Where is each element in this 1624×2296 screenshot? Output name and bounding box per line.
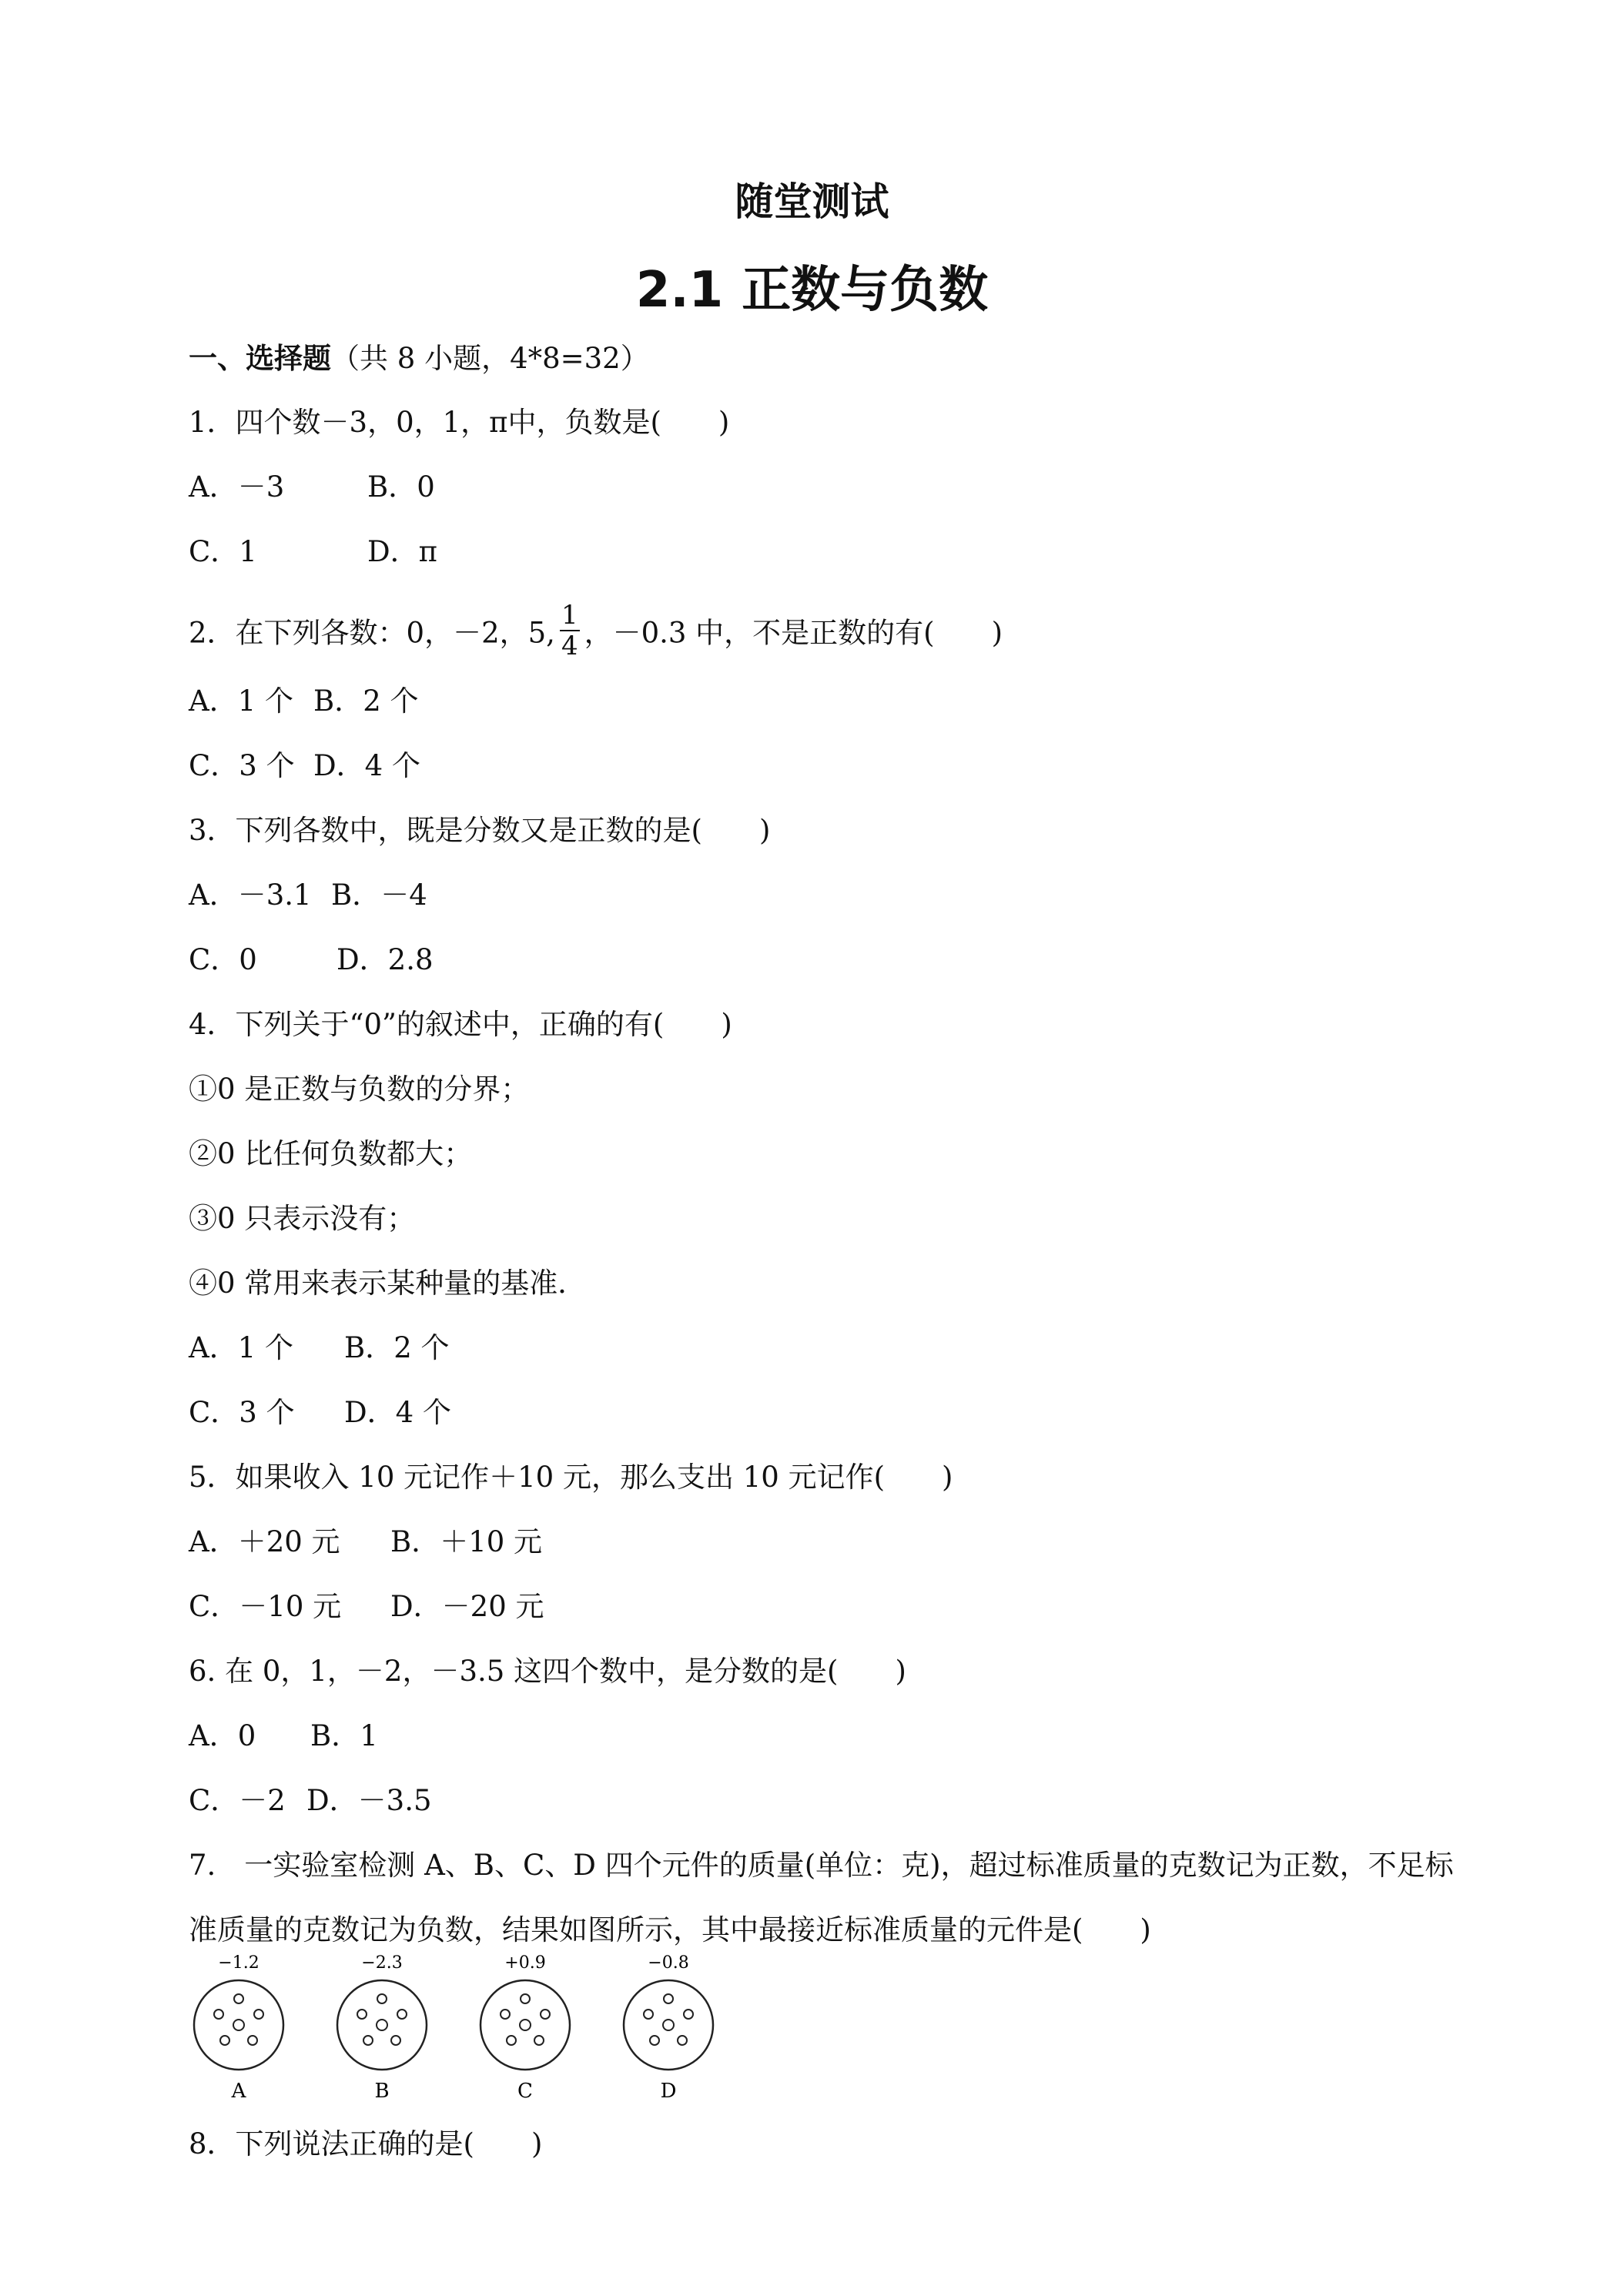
q2-fraction-numerator: 1 xyxy=(561,600,578,631)
q7-stem-line1: 7. 一实验室检测 A、B、C、D 四个元件的质量(单位：克)，超过标准质量的克数记为正数，不足标 xyxy=(189,1849,1454,1882)
component-c-hole xyxy=(534,2036,544,2045)
component-c-hole xyxy=(507,2036,516,2045)
component-c-hole xyxy=(541,2010,550,2019)
q5-option-b: B．＋10 元 xyxy=(390,1525,543,1558)
section-name: 正数与负数 xyxy=(742,262,989,319)
q2-option-c: C．3 个 xyxy=(189,749,295,782)
q2-stem-part2: ，－0.3 中，不是正数的有( ) xyxy=(584,616,1003,650)
component-d-hole xyxy=(684,2010,693,2019)
component-a-hole xyxy=(220,2036,229,2045)
q3-option-a: A．－3.1 xyxy=(189,879,312,912)
q7-figure-svg xyxy=(186,1950,741,2104)
q1-option-b: B．0 xyxy=(367,470,435,504)
q7-figure xyxy=(186,1950,741,2104)
q5-options-row2 xyxy=(189,1589,544,1625)
component-d-center-hole xyxy=(663,2020,674,2030)
component-a-center-hole xyxy=(233,2020,244,2030)
doc-title: 随堂测试 xyxy=(735,179,889,224)
q2-options-row2 xyxy=(189,748,420,784)
component-b-hole xyxy=(357,2010,367,2019)
component-d xyxy=(624,1953,713,2103)
q5-options-row1 xyxy=(189,1525,542,1560)
q4-option-d: D．4 个 xyxy=(344,1396,451,1429)
section1-heading xyxy=(189,340,649,377)
component-c-hole xyxy=(521,1994,530,2003)
q2-stem-part1: 2．在下列各数：0，－2，5, xyxy=(189,616,555,650)
q6-option-a: A．0 xyxy=(189,1719,256,1752)
q6-option-b: B．1 xyxy=(310,1719,378,1752)
component-d-label: D xyxy=(660,2080,677,2103)
q3-stem: 3．下列各数中，既是分数又是正数的是( ) xyxy=(189,814,771,847)
component-b-hole xyxy=(377,1994,387,2003)
component-d-hole xyxy=(644,2010,653,2019)
component-d-value: −0.8 xyxy=(648,1953,689,1973)
q1-option-c: C．1 xyxy=(189,535,257,568)
q5-option-c: C．－10 元 xyxy=(189,1590,342,1623)
q4-item-3: ③0 只表示没有； xyxy=(189,1202,416,1235)
q4-stem: 4．下列关于“0”的叙述中，正确的有( ) xyxy=(189,1008,732,1041)
q4-options-row2 xyxy=(189,1395,451,1431)
q4-item-2: ②0 比任何负数都大； xyxy=(189,1137,473,1170)
q3-option-c: C．0 xyxy=(189,943,257,976)
component-b-hole xyxy=(363,2036,373,2045)
q3-option-b: B．－4 xyxy=(331,879,427,912)
q4-option-b: B．2 个 xyxy=(344,1331,450,1364)
component-a-label: A xyxy=(231,2080,246,2103)
q4-option-c: C．3 个 xyxy=(189,1396,295,1429)
q2-option-a: A．1 个 xyxy=(189,684,294,718)
q3-option-d: D．2.8 xyxy=(337,943,434,976)
component-a xyxy=(194,1953,283,2103)
component-c-hole xyxy=(501,2010,510,2019)
q6-stem: 6. 在 0，1，－2，－3.5 这四个数中，是分数的是( ) xyxy=(189,1655,906,1688)
q2-option-d: D．4 个 xyxy=(313,749,420,782)
q5-option-a: A．＋20 元 xyxy=(189,1525,340,1558)
component-c-value: +0.9 xyxy=(504,1953,546,1973)
q3-options-row2 xyxy=(189,942,434,978)
q5-stem: 5．如果收入 10 元记作＋10 元，那么支出 10 元记作( ) xyxy=(189,1461,953,1494)
q2-options-row1 xyxy=(189,684,419,719)
q7-stem-line2: 准质量的克数记为负数，结果如图所示，其中最接近标准质量的元件是( ) xyxy=(189,1913,1151,1946)
component-a-hole xyxy=(248,2036,257,2045)
q1-option-a: A．－3 xyxy=(189,470,285,504)
q2-stem xyxy=(189,600,1003,665)
component-a-value: −1.2 xyxy=(218,1953,260,1973)
component-c-label: C xyxy=(517,2080,533,2103)
q1-options-row1 xyxy=(189,470,435,505)
q1-option-d: D．π xyxy=(367,535,437,568)
component-b xyxy=(337,1953,427,2103)
section1-heading-note: （共 8 小题，4*8=32） xyxy=(331,342,649,375)
q4-options-row1 xyxy=(189,1330,450,1366)
component-b-hole xyxy=(391,2036,400,2045)
component-a-hole xyxy=(234,1994,243,2003)
q8-stem: 8．下列说法正确的是( ) xyxy=(189,2127,543,2160)
q2-option-b: B．2 个 xyxy=(313,684,419,718)
q4-item-4: ④0 常用来表示某种量的基准． xyxy=(189,1267,587,1300)
q2-fraction xyxy=(560,601,580,661)
q1-options-row2 xyxy=(189,534,437,570)
section-number: 2.1 xyxy=(635,262,724,319)
section-title xyxy=(0,250,1624,321)
section1-heading-label: 一、选择题 xyxy=(189,341,331,375)
component-b-center-hole xyxy=(377,2020,387,2030)
component-d-hole xyxy=(650,2036,659,2045)
q6-option-d: D．－3.5 xyxy=(306,1784,432,1817)
q1-stem: 1．四个数－3，0，1，π中，负数是( ) xyxy=(189,406,730,439)
component-c-center-hole xyxy=(520,2020,531,2030)
component-d-hole xyxy=(664,1994,673,2003)
q2-fraction-denominator: 4 xyxy=(561,631,578,661)
q6-option-c: C．－2 xyxy=(189,1784,286,1817)
q5-option-d: D．－20 元 xyxy=(390,1590,544,1623)
component-b-hole xyxy=(397,2010,407,2019)
q4-item-1: ①0 是正数与负数的分界； xyxy=(189,1073,530,1106)
component-b-label: B xyxy=(374,2080,390,2103)
component-b-value: −2.3 xyxy=(361,1953,403,1973)
component-a-hole xyxy=(254,2010,263,2019)
component-d-hole xyxy=(678,2036,687,2045)
q3-options-row1 xyxy=(189,878,427,913)
q6-options-row1 xyxy=(189,1719,378,1754)
component-c xyxy=(481,1953,570,2103)
q4-option-a: A．1 个 xyxy=(189,1331,294,1364)
component-a-hole xyxy=(214,2010,223,2019)
q6-options-row2 xyxy=(189,1783,432,1819)
